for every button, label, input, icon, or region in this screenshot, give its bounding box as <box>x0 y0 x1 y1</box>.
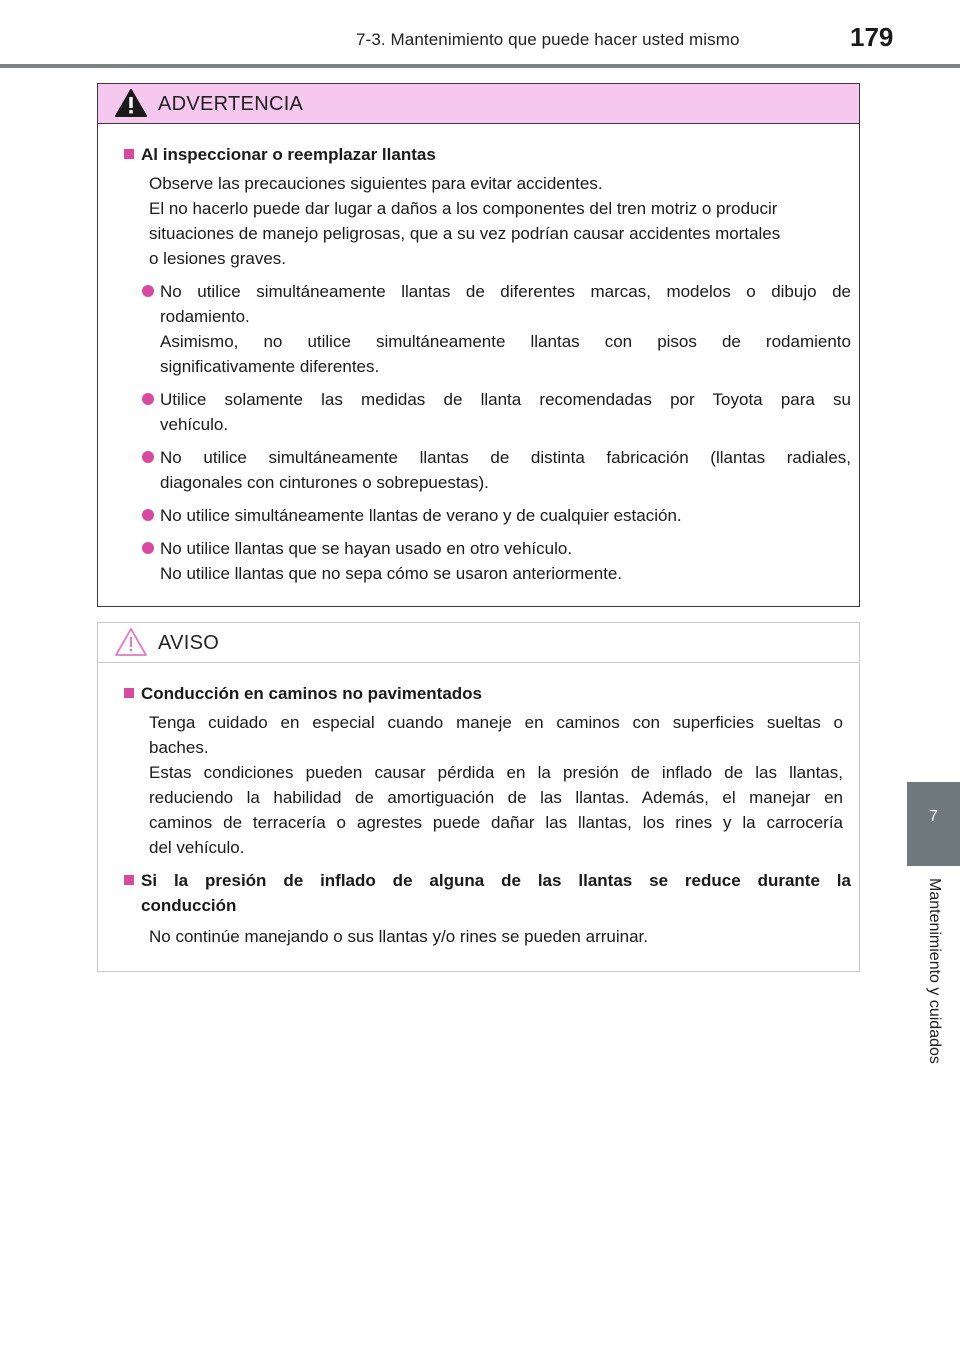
bullet-line: Utilice solamente las medidas de llanta recomendadas por Toyota para su <box>160 390 851 409</box>
intro-line: Observe las precauciones siguientes para evitar accidentes. <box>149 174 603 193</box>
square-bullet-icon <box>124 149 134 159</box>
caution-box <box>97 622 860 972</box>
square-bullet-icon <box>124 688 134 698</box>
round-bullet-icon <box>142 285 154 297</box>
square-bullet-icon <box>124 875 134 885</box>
para-line: reduciendo la habilidad de amortiguación de las llantas. Además, el manejar en <box>149 788 843 807</box>
chapter-number: 7 <box>929 808 938 825</box>
caution-paragraph <box>149 924 851 949</box>
para-line: No continúe manejando o sus llantas y/o rines se pueden arruinar. <box>149 927 648 946</box>
warning-body <box>98 124 859 586</box>
warning-intro <box>149 171 851 271</box>
header-divider <box>0 64 960 68</box>
warning-triangle-icon <box>114 88 148 118</box>
para-line: Estas condiciones pueden causar pérdida en la presión de inflado de las llantas, <box>149 763 843 782</box>
chapter-label: Mantenimiento y cuidados <box>926 878 943 1064</box>
bullet-line: Asimismo, no utilice simultáneamente llantas con pisos de rodamiento <box>160 332 851 351</box>
caution-heading <box>124 868 851 918</box>
bullet-line: rodamiento. <box>160 307 250 326</box>
intro-line: situaciones de manejo peligrosas, que a su vez podrían causar accidentes mortales <box>149 224 781 243</box>
round-bullet-icon <box>142 509 154 521</box>
caution-title: AVISO <box>158 632 220 654</box>
para-line: baches. <box>149 738 209 757</box>
bullet-line: vehículo. <box>160 415 229 434</box>
bullet-item <box>142 503 851 528</box>
bullet-line: No utilice llantas que se hayan usado en otro vehículo. <box>160 539 573 558</box>
intro-line: El no hacerlo puede dar lugar a daños a los componentes del tren motriz o producir <box>149 199 778 218</box>
heading-line: conducción <box>141 896 237 915</box>
caution-header <box>98 623 859 663</box>
bullet-line: No utilice simultáneamente llantas de diferentes marcas, modelos o dibujo de <box>160 282 851 301</box>
bullet-line: No utilice llantas que no sepa cómo se usaron anteriormente. <box>160 564 623 583</box>
round-bullet-icon <box>142 393 154 405</box>
caution-body <box>98 663 859 949</box>
intro-line: o lesiones graves. <box>149 249 287 268</box>
heading-text: Conducción en caminos no pavimentados <box>141 684 482 703</box>
warning-box <box>97 83 860 607</box>
round-bullet-icon <box>142 451 154 463</box>
heading-text: Al inspeccionar o reemplazar llantas <box>141 145 436 164</box>
chapter-tab <box>907 782 960 866</box>
caution-heading <box>124 681 851 706</box>
warning-title: ADVERTENCIA <box>158 93 304 115</box>
para-line: Tenga cuidado en especial cuando maneje en caminos con superficies sueltas o <box>149 713 843 732</box>
bullet-line: diagonales con cinturones o sobrepuestas). <box>160 473 489 492</box>
bullet-item <box>142 387 851 437</box>
bullet-item <box>142 279 851 379</box>
bullet-item <box>142 536 851 586</box>
heading-line: Si la presión de inflado de alguna de las llantas se reduce durante la <box>141 871 851 890</box>
page-number: 179 <box>850 22 894 52</box>
para-line: del vehículo. <box>149 838 245 857</box>
para-line: caminos de terracería o agrestes puede dañar las llantas, los rines y la carrocería <box>149 813 843 832</box>
bullet-item <box>142 445 851 495</box>
section-title: 7-3. Mantenimiento que puede hacer usted mismo <box>356 30 740 49</box>
bullet-line: No utilice simultáneamente llantas de verano y de cualquier estación. <box>160 506 682 525</box>
bullet-line: No utilice simultáneamente llantas de distinta fabricación (llantas radiales, <box>160 448 851 467</box>
bullet-line: significativamente diferentes. <box>160 357 380 376</box>
warning-heading <box>124 142 851 167</box>
warning-header <box>98 84 859 124</box>
caution-paragraph <box>149 710 843 860</box>
round-bullet-icon <box>142 542 154 554</box>
caution-triangle-icon <box>114 627 148 657</box>
